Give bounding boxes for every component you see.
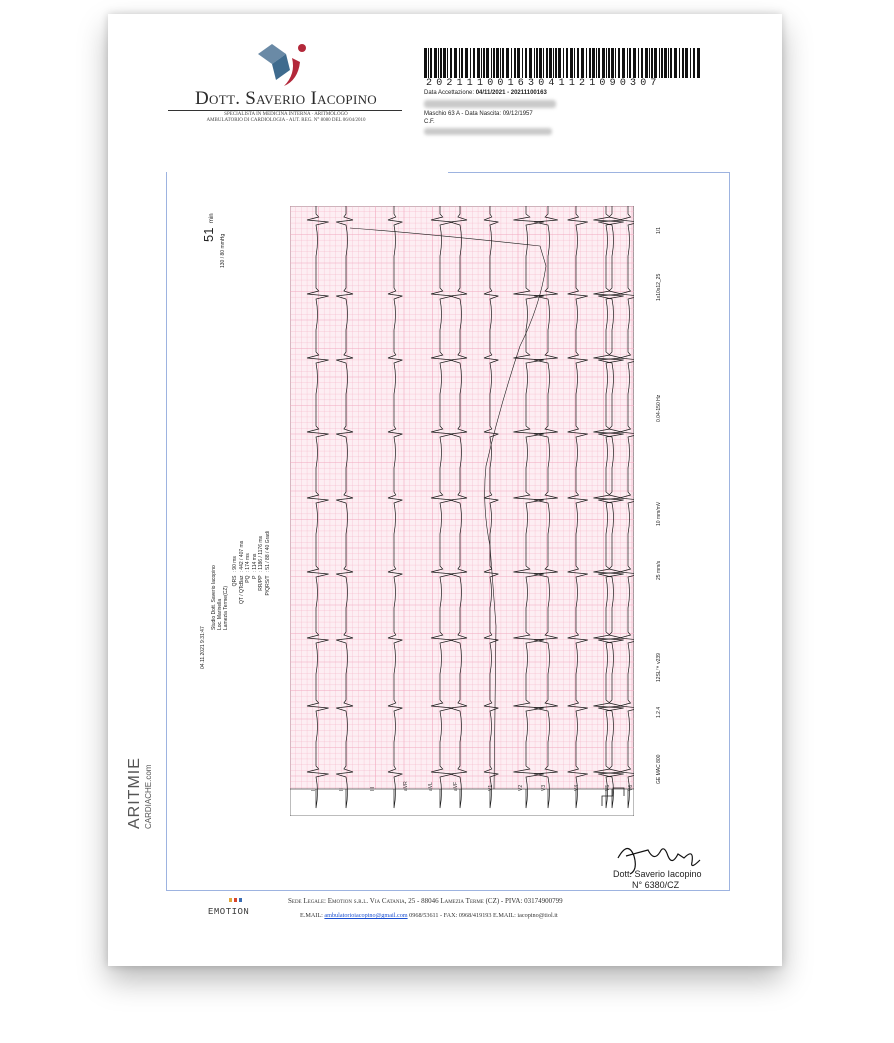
barcode-bar bbox=[668, 48, 669, 78]
barcode-bar bbox=[514, 48, 516, 78]
barcode-bar bbox=[546, 48, 548, 78]
footer-contacts-rest: 0968/53611 - FAX: 0968/419193 E.MAIL: iacopino@tiol.it bbox=[409, 912, 558, 919]
barcode-bar bbox=[577, 48, 579, 78]
barcode-bar bbox=[685, 48, 688, 78]
barcode-bar bbox=[500, 48, 501, 78]
barcode-bar bbox=[674, 48, 677, 78]
barcode-bar bbox=[555, 48, 557, 78]
measure-value: : 442 / 407 ms bbox=[238, 540, 245, 573]
barcode-bar bbox=[491, 48, 492, 78]
measure-value: : 90 ms bbox=[232, 556, 238, 573]
lead-label: I bbox=[311, 789, 317, 791]
barcode-bar bbox=[682, 48, 684, 78]
barcode-bar bbox=[470, 48, 471, 78]
barcode-bar bbox=[574, 48, 575, 78]
barcode-bar bbox=[693, 48, 695, 78]
barcode-bar bbox=[566, 48, 568, 78]
right-label: GE MAC 800 bbox=[656, 754, 662, 784]
barcode-bar bbox=[690, 48, 691, 78]
barcode-bar bbox=[679, 48, 680, 78]
barcode-bar bbox=[622, 48, 625, 78]
footer-email-link[interactable]: ambulatorioiacopino@gmail.com bbox=[324, 912, 408, 919]
barcode-bar bbox=[596, 48, 597, 78]
doctor-subtitle-2: AMBULATORIO DI CARDIOLOGIA - AUT. REG. N° 8080 DEL 06/04/2010 bbox=[206, 118, 366, 123]
barcode-bar bbox=[465, 48, 468, 78]
barcode-bar bbox=[454, 48, 457, 78]
barcode-bar bbox=[558, 48, 561, 78]
lead-label: aVF bbox=[453, 781, 459, 791]
measure-label: P bbox=[251, 575, 258, 579]
lead-label: aVR bbox=[403, 781, 409, 791]
acceptance-label: Data Accettazione: bbox=[424, 90, 475, 96]
studio-info bbox=[211, 565, 229, 630]
barcode-bar bbox=[430, 48, 432, 78]
barcode-bar bbox=[424, 48, 427, 78]
barcode-bar bbox=[517, 48, 520, 78]
barcode-bar bbox=[586, 48, 587, 78]
barcode-bar bbox=[525, 48, 527, 78]
studio-line: Studio Dott. Saverio Iacopino bbox=[211, 565, 217, 630]
blood-pressure: 130 / 80 mmHg bbox=[220, 233, 226, 268]
ecg-trace bbox=[290, 206, 634, 816]
barcode-bar bbox=[615, 48, 616, 78]
aritmie-title: ARITMIE bbox=[126, 757, 143, 829]
barcode-bar bbox=[506, 48, 509, 78]
barcode-bar bbox=[581, 48, 584, 78]
measure-label: QT / QTcBaz bbox=[238, 575, 245, 604]
barcode-bar bbox=[641, 48, 643, 78]
patient-info: Maschio 63 A - Data Nascita: 09/12/1957 bbox=[424, 111, 533, 117]
measure-labels bbox=[232, 575, 271, 604]
lead-label: V3 bbox=[541, 784, 547, 791]
barcode-bar bbox=[529, 48, 532, 78]
ecg-datetime: 04.11.2021 9:31:47 bbox=[200, 626, 206, 669]
acceptance-date bbox=[424, 90, 547, 96]
barcode-bar bbox=[670, 48, 672, 78]
lead-label: V5 bbox=[605, 784, 611, 791]
signature-number: N° 6380/CZ bbox=[632, 880, 680, 890]
studio-line: Loc. Marinella bbox=[217, 598, 223, 630]
measurements bbox=[232, 531, 271, 604]
measure-value: : 1186 / 1176 ms bbox=[258, 535, 264, 573]
barcode-bar bbox=[473, 48, 475, 78]
barcode-bar bbox=[664, 48, 667, 78]
measure-value: : 114 ms bbox=[251, 553, 258, 573]
acceptance-value: 04/11/2021 - 20211100163 bbox=[475, 90, 547, 96]
barcode-bar bbox=[618, 48, 620, 78]
barcode-bar bbox=[440, 48, 442, 78]
barcode-bar bbox=[645, 48, 648, 78]
barcode-bar bbox=[459, 48, 460, 78]
barcode-bar bbox=[493, 48, 495, 78]
header-rule bbox=[168, 110, 402, 111]
footer-contacts bbox=[300, 912, 558, 919]
doctor-subtitle-1: SPECIALISTA IN MEDICINA INTERNA · ARITMOLOGO bbox=[224, 112, 348, 117]
document-page bbox=[108, 14, 782, 966]
barcode-bar bbox=[651, 48, 653, 78]
measure-label: RR/PP bbox=[258, 575, 264, 591]
barcode-bar bbox=[592, 48, 595, 78]
barcode-bar bbox=[543, 48, 544, 78]
barcode-bar bbox=[522, 48, 523, 78]
emotion-logo: EMOTION bbox=[208, 907, 250, 917]
right-label: 1/1 bbox=[656, 227, 662, 234]
si-logo-icon bbox=[250, 40, 314, 90]
right-label: 1.2.4 bbox=[656, 706, 662, 718]
lead-label: V4 bbox=[574, 784, 580, 791]
lead-label: aVL bbox=[428, 782, 434, 791]
heart-rate-value: 51 bbox=[201, 227, 216, 242]
barcode-bar bbox=[649, 48, 650, 78]
redacted-cf bbox=[424, 128, 552, 135]
right-label: 1x10s12_25 bbox=[656, 273, 662, 301]
barcode-bar bbox=[553, 48, 554, 78]
footer-email-label: E.MAIL: bbox=[300, 912, 323, 919]
emotion-logo-icon bbox=[229, 898, 243, 902]
barcode-bar bbox=[496, 48, 499, 78]
lead-label: V1 bbox=[488, 784, 494, 791]
barcode-bar bbox=[563, 48, 564, 78]
barcode-bar bbox=[539, 48, 542, 78]
redacted-name bbox=[424, 100, 556, 108]
barcode-bar bbox=[450, 48, 452, 78]
barcode-bar bbox=[598, 48, 600, 78]
lead-label: V6 bbox=[628, 784, 634, 791]
studio-line: Lamezia Terme(CZ) bbox=[223, 585, 229, 630]
measure-value: : 51 / 88 / 40 Gradi bbox=[264, 531, 271, 573]
barcode-bar bbox=[481, 48, 482, 78]
footer-legal: Sede Legale: Emotion s.r.l. Via Catania, 25 - 88046 Lamezia Terme (CZ) - PIVA: 03174900799 bbox=[288, 897, 563, 905]
doctor-name: Dott. Saverio Iacopino bbox=[195, 88, 377, 109]
barcode-bar bbox=[511, 48, 512, 78]
barcode-bar bbox=[589, 48, 591, 78]
barcode-bar bbox=[502, 48, 504, 78]
barcode-number: 20211100163041121090307 bbox=[426, 78, 661, 89]
barcode-bar bbox=[483, 48, 485, 78]
barcode-bar bbox=[486, 48, 489, 78]
barcode-bar bbox=[659, 48, 660, 78]
measure-values bbox=[232, 531, 271, 572]
heart-rate-unit: min bbox=[209, 213, 215, 224]
barcode-bar bbox=[536, 48, 538, 78]
barcode-bar bbox=[633, 48, 636, 78]
barcode-bar bbox=[534, 48, 535, 78]
barcode-bar bbox=[602, 48, 605, 78]
barcode-bar bbox=[654, 48, 657, 78]
measure-label: P/QRS/T bbox=[264, 575, 271, 596]
barcode-bar bbox=[629, 48, 631, 78]
barcode-bar bbox=[438, 48, 439, 78]
barcode-bar bbox=[638, 48, 639, 78]
lead-label: II bbox=[339, 788, 345, 791]
aritmie-brand bbox=[126, 757, 153, 829]
barcode-bar bbox=[428, 48, 429, 78]
barcode-bar bbox=[608, 48, 610, 78]
heart-rate bbox=[200, 213, 218, 242]
barcode-bar bbox=[697, 48, 700, 78]
barcode-bar bbox=[477, 48, 480, 78]
barcode-bar bbox=[434, 48, 437, 78]
barcode-bar bbox=[627, 48, 628, 78]
signature-name: Dott. Saverio Iacopino bbox=[613, 869, 702, 879]
barcode-bar bbox=[570, 48, 573, 78]
barcode-bar bbox=[606, 48, 607, 78]
measure-value: : 174 ms bbox=[245, 553, 251, 573]
right-label: 0.04-150 Hz bbox=[656, 394, 662, 422]
right-label: 10 mm/mV bbox=[656, 501, 662, 526]
barcode-bar bbox=[443, 48, 446, 78]
barcode-bar bbox=[611, 48, 614, 78]
barcode-bar bbox=[447, 48, 448, 78]
barcode-bar bbox=[549, 48, 552, 78]
lead-label: V2 bbox=[518, 784, 524, 791]
lead-label: III bbox=[370, 786, 376, 791]
measure-label: QRS bbox=[232, 575, 238, 587]
right-label: 12SL™ v239 bbox=[656, 653, 662, 682]
measure-label: PQ bbox=[245, 575, 251, 583]
barcode-image bbox=[424, 48, 704, 80]
barcode-bar bbox=[661, 48, 663, 78]
aritmie-subtitle: CARDIACHE.com bbox=[144, 764, 153, 829]
right-label: 25 mm/s bbox=[656, 560, 662, 580]
cf-label: C.F. bbox=[424, 119, 435, 125]
barcode-bar bbox=[461, 48, 463, 78]
